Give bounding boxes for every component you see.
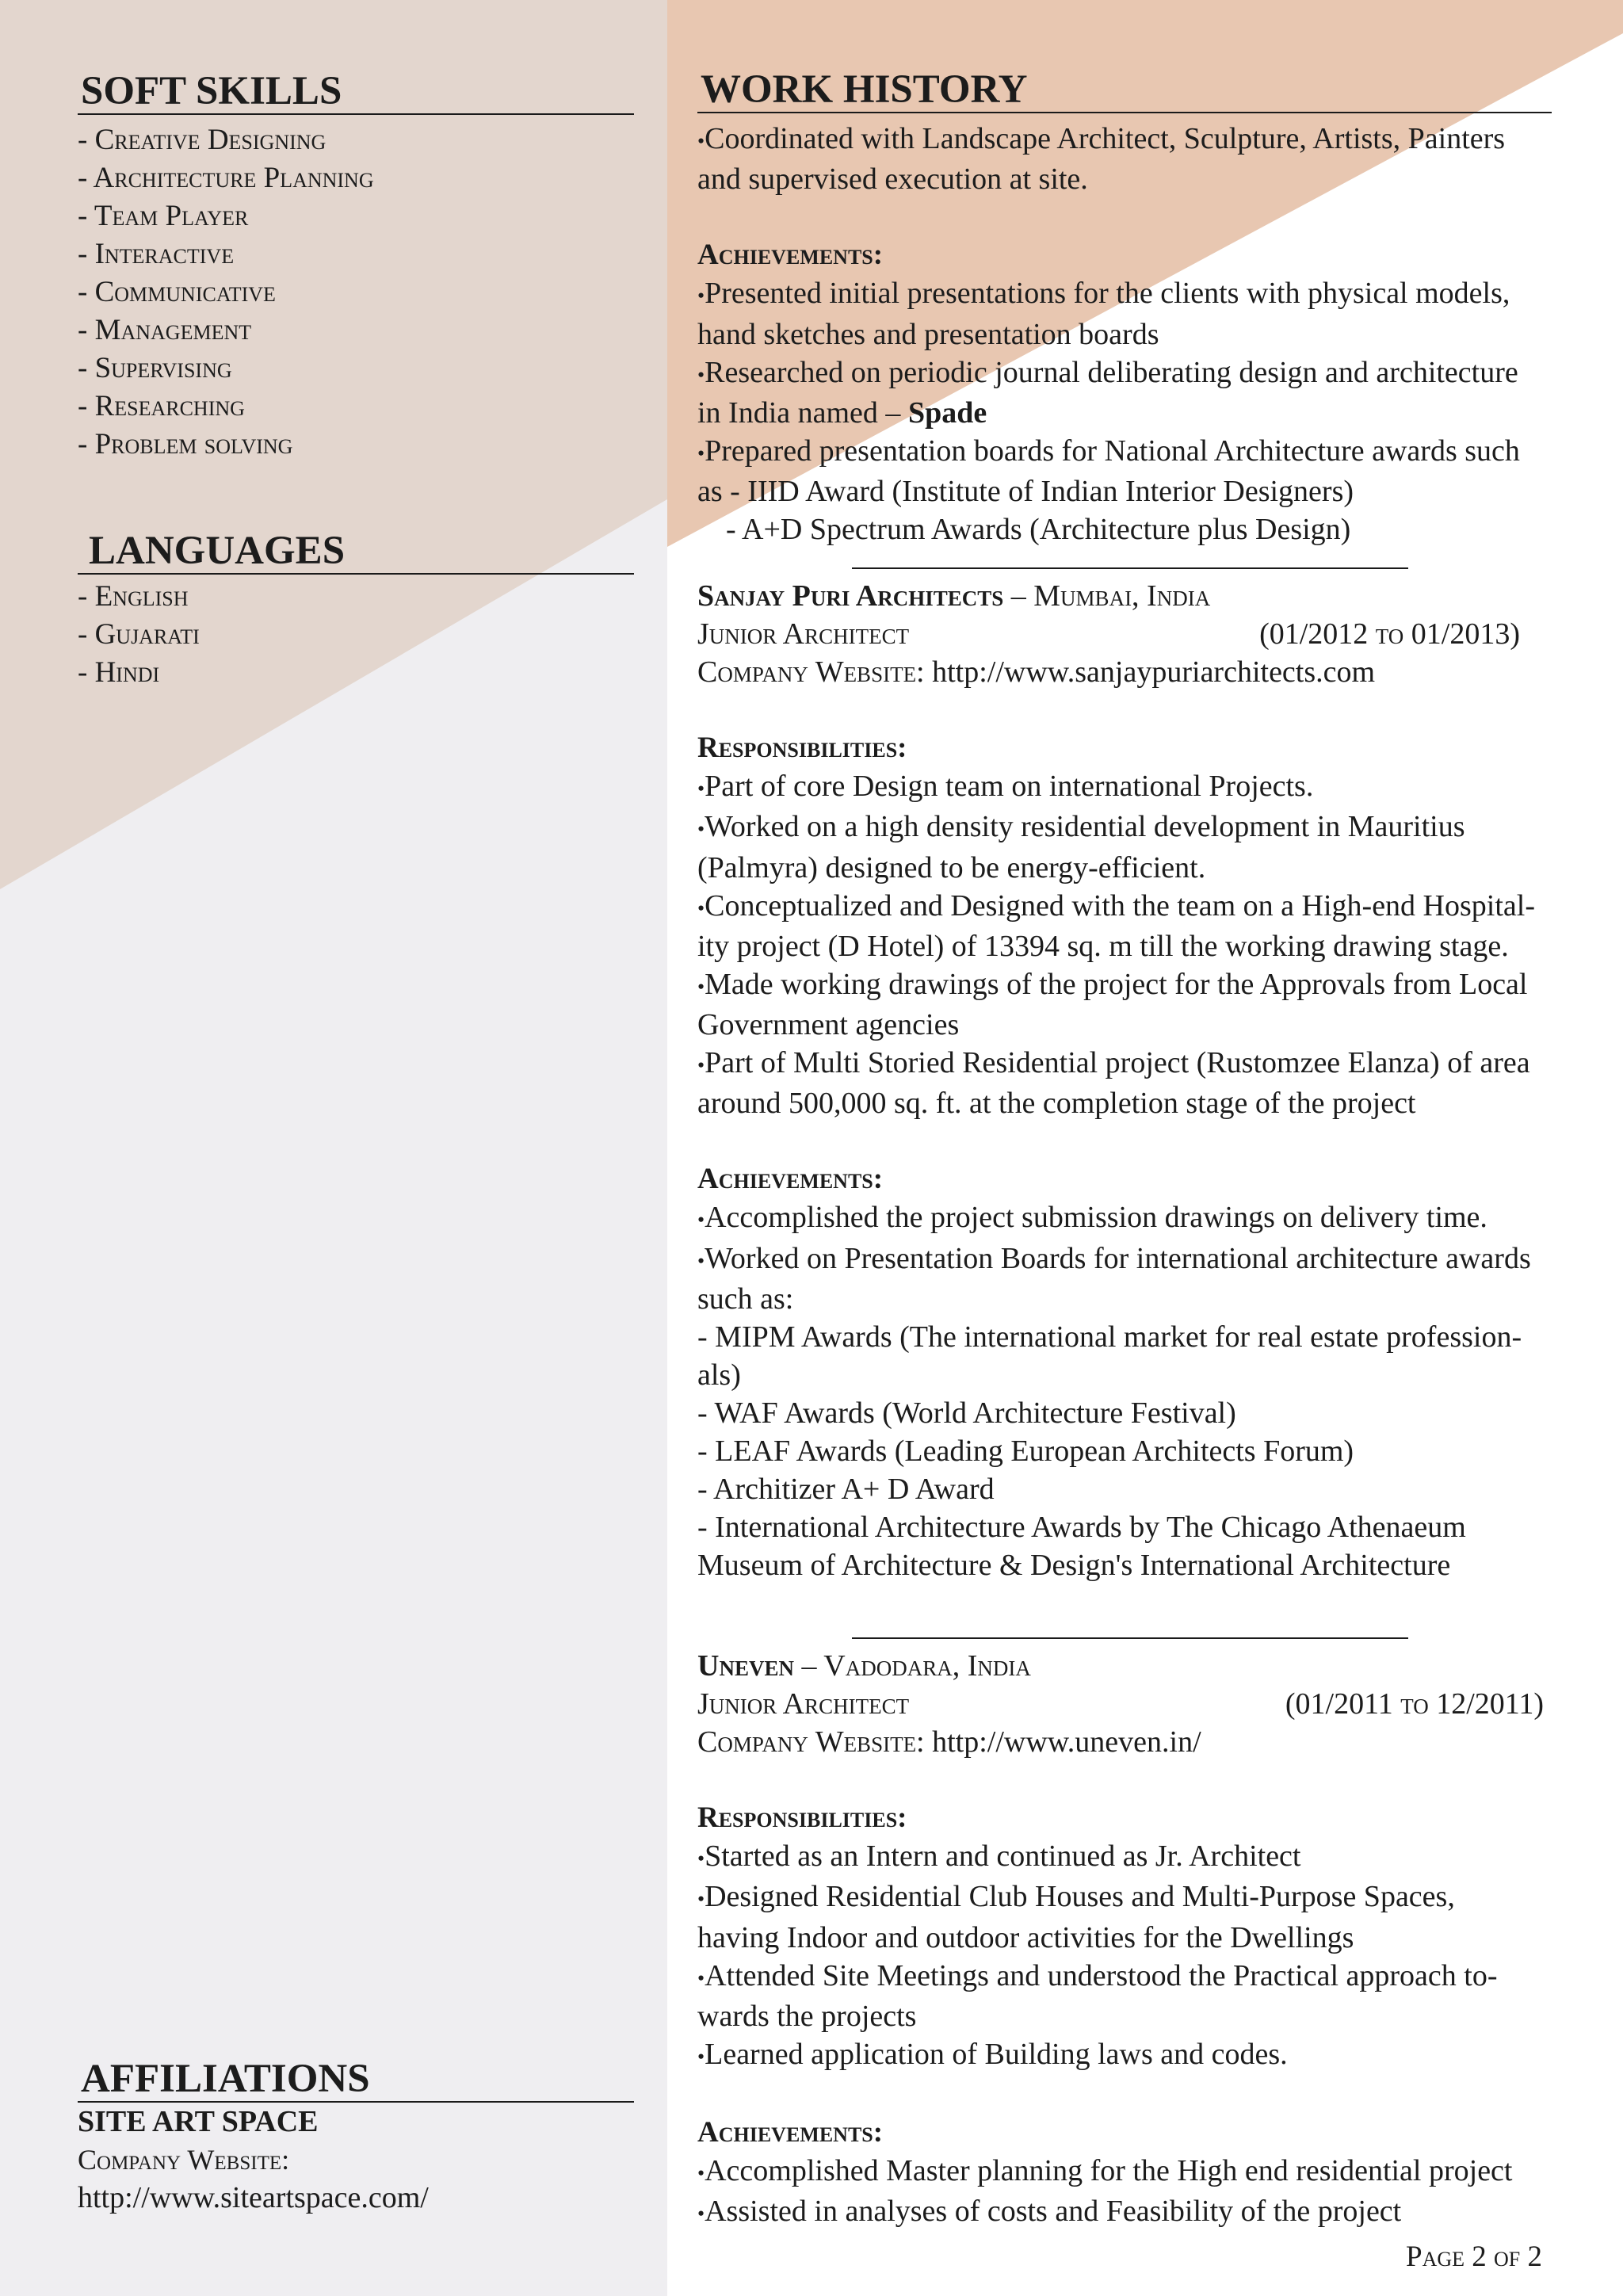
achievement-item: •Presented initial presentations for the clients with physical models,: [697, 277, 1510, 311]
company-website: Company Website: http://www.uneven.in/: [697, 1725, 1201, 1759]
responsibility-item: •Part of core Design team on international Projects.: [697, 770, 1314, 803]
languages-heading: LANGUAGES: [78, 529, 634, 575]
work-intro: •Coordinated with Landscape Architect, Sculpture, Artists, Painters: [697, 122, 1506, 156]
responsibilities-heading: Responsibilities:: [697, 732, 907, 764]
affiliations-heading: AFFILIATIONS: [78, 2057, 634, 2103]
bullet-icon: •: [697, 1053, 705, 1077]
bullet-icon: •: [697, 777, 705, 800]
responsibilities-heading: Responsibilities:: [697, 1801, 907, 1834]
language-item: - English: [78, 580, 189, 613]
achievements-heading: Achievements:: [697, 2116, 884, 2149]
responsibility-item: •Part of Multi Storied Residential project (Rustomzee Elanza) of area: [697, 1046, 1530, 1080]
responsibility-item: •Learned application of Building laws and codes.: [697, 2037, 1288, 2071]
skill-item: - Interactive: [78, 238, 235, 271]
skill-item: - Architecture Planning: [78, 162, 374, 195]
achievement-item: - WAF Awards (World Architecture Festival): [697, 1396, 1236, 1430]
divider: [697, 567, 1408, 569]
achievement-item-cont: as - IIID Award (Institute of Indian Interior Designers): [697, 475, 1354, 509]
job-dates: (01/2012 to 01/2013): [1259, 617, 1520, 651]
bullet-icon: •: [697, 2202, 705, 2225]
achievement-item: •Researched on periodic journal deliberating design and architecture: [697, 355, 1518, 389]
responsibility-item-cont: (Palmyra) designed to be energy-efficient.: [697, 850, 1206, 884]
skill-item: - Communicative: [78, 276, 276, 309]
affiliation-website: http://www.siteartspace.com/: [78, 2181, 429, 2215]
achievements-heading: Achievements:: [697, 239, 884, 272]
bullet-icon: •: [697, 1887, 705, 1911]
skill-item: - Creative Designing: [78, 124, 327, 157]
responsibility-item-cont: around 500,000 sq. ft. at the completion stage of the project: [697, 1087, 1416, 1121]
language-item: - Hindi: [78, 656, 160, 690]
bullet-icon: •: [697, 2045, 705, 2069]
bullet-icon: •: [697, 284, 705, 308]
company-website: Company Website: http://www.sanjaypuriarchitects.com: [697, 655, 1376, 689]
responsibility-item: •Worked on a high density residential development in Mauritius: [697, 810, 1465, 844]
work-history-heading: WORK HISTORY: [697, 68, 1552, 113]
achievement-item-cont: als): [697, 1358, 741, 1392]
bullet-icon: •: [697, 975, 705, 999]
responsibility-item-cont: having Indoor and outdoor activities for the Dwellings: [697, 1920, 1354, 1954]
languages-section: [78, 529, 634, 692]
bullet-icon: •: [697, 817, 705, 841]
job-uneven: [697, 1647, 1552, 2233]
achievement-item-cont: hand sketches and presentation boards: [697, 317, 1159, 351]
job-dates: (01/2011 to 12/2011): [1285, 1687, 1544, 1721]
job-title: Junior Architect: [697, 617, 910, 651]
soft-skills-heading: SOFT SKILLS: [78, 70, 634, 115]
achievement-item: •Prepared presentation boards for National Architecture awards such: [697, 434, 1520, 468]
skill-item: - Researching: [78, 390, 245, 423]
skill-item: - Team Player: [78, 200, 249, 233]
soft-skills-section: [78, 70, 634, 464]
bullet-icon: •: [697, 2161, 705, 2185]
responsibility-item: •Conceptualized and Designed with the team on a High-end Hospital-: [697, 888, 1535, 923]
achievement-item-cont: Museum of Architecture & Design's International Architecture: [697, 1548, 1451, 1582]
achievement-item: - International Architecture Awards by The Chicago Athenaeum: [697, 1510, 1466, 1544]
language-item: - Gujarati: [78, 618, 200, 651]
work-intro-cont: and supervised execution at site.: [697, 162, 1088, 197]
achievement-item-cont: such as:: [697, 1282, 794, 1316]
bullet-icon: •: [697, 1248, 705, 1272]
responsibility-item-cont: Government agencies: [697, 1008, 960, 1042]
skill-item: - Problem solving: [78, 428, 293, 461]
affiliation-org: SITE ART SPACE: [78, 2105, 319, 2139]
job-title: Junior Architect: [697, 1687, 910, 1721]
job-heading: Uneven – Vadodara, India: [697, 1649, 1031, 1683]
affiliation-website-label: Company Website:: [78, 2144, 290, 2176]
achievement-item: •Accomplished Master planning for the High end residential project: [697, 2154, 1513, 2188]
skill-item: - Management: [78, 314, 252, 347]
skill-item: - Supervising: [78, 352, 232, 385]
achievement-item-cont: in India named – Spade: [697, 395, 987, 430]
bullet-icon: •: [697, 1208, 705, 1232]
bullet-icon: •: [697, 441, 705, 465]
achievement-item: - Architizer A+ D Award: [697, 1472, 995, 1506]
achievement-item: •Worked on Presentation Boards for international architecture awards: [697, 1241, 1531, 1275]
responsibility-item: •Started as an Intern and continued as Jr. Architect: [697, 1839, 1301, 1873]
responsibility-item-cont: ity project (D Hotel) of 13394 sq. m till the working drawing stage.: [697, 929, 1509, 963]
affiliations-section: [78, 2057, 634, 2217]
job-heading: Sanjay Puri Architects – Mumbai, India: [697, 579, 1211, 613]
job-sanjay-puri: [697, 577, 1552, 1584]
responsibility-item: •Made working drawings of the project for the Approvals from Local: [697, 967, 1528, 1001]
bullet-icon: •: [697, 1966, 705, 1989]
achievement-item: - MIPM Awards (The international market for real estate profession-: [697, 1320, 1522, 1354]
responsibility-item-cont: wards the projects: [697, 1999, 917, 2033]
bullet-icon: •: [697, 129, 705, 153]
bullet-icon: •: [697, 1847, 705, 1870]
divider: [697, 1637, 1408, 1639]
achievement-item: •Accomplished the project submission drawings on delivery time.: [697, 1201, 1487, 1235]
responsibility-item: •Designed Residential Club Houses and Multi-Purpose Spaces,: [697, 1880, 1455, 1914]
achievement-item: •Assisted in analyses of costs and Feasibility of the project: [697, 2195, 1402, 2229]
page-number: Page 2 of 2: [1406, 2241, 1542, 2273]
achievement-item-cont: - A+D Spectrum Awards (Architecture plus Design): [726, 513, 1351, 547]
responsibility-item: •Attended Site Meetings and understood the Practical approach to-: [697, 1958, 1498, 1992]
work-history-section: [697, 68, 1552, 548]
achievements-heading: Achievements:: [697, 1163, 884, 1196]
bullet-icon: •: [697, 362, 705, 386]
bullet-icon: •: [697, 896, 705, 919]
achievement-item: - LEAF Awards (Leading European Architects Forum): [697, 1434, 1354, 1468]
